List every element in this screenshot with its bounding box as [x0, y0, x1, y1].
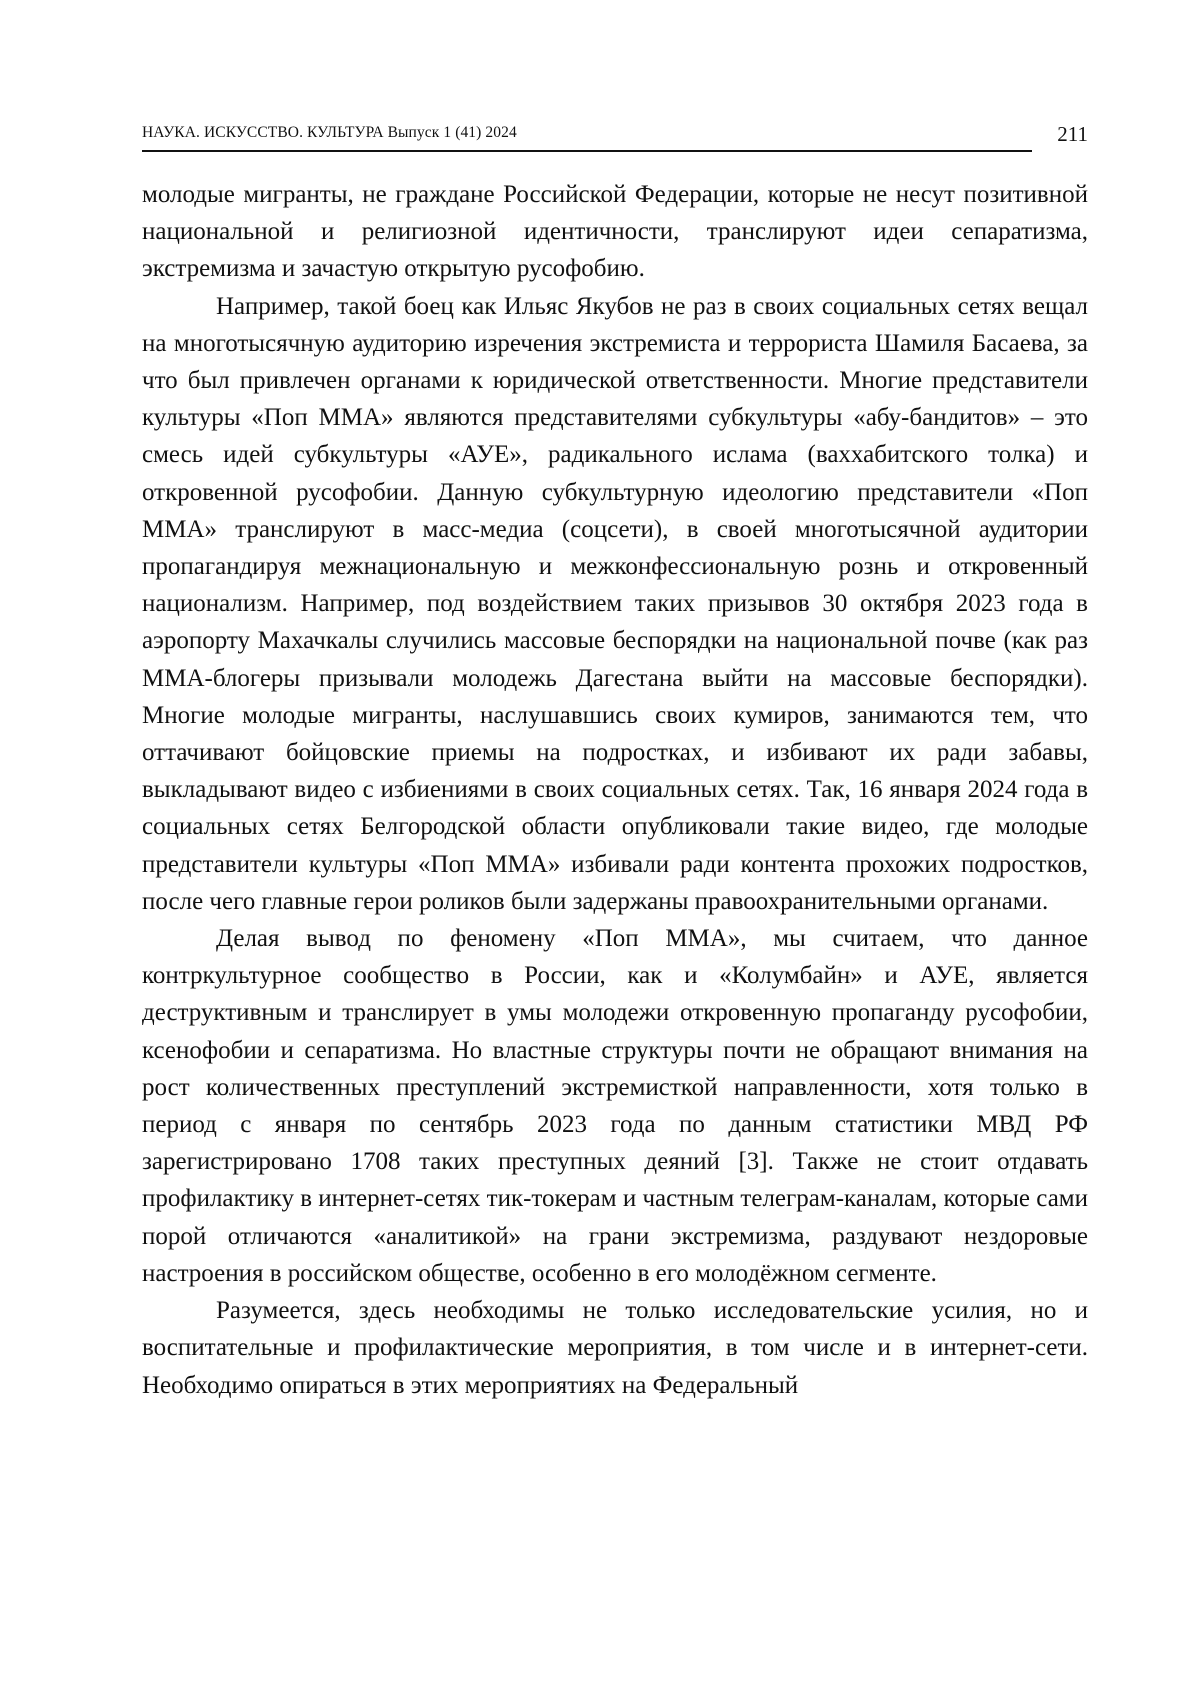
running-header: [142, 120, 1088, 160]
journal-title: НАУКА. ИСКУССТВО. КУЛЬТУРА Выпуск 1 (41) 2024: [142, 124, 517, 141]
page-number: 211: [1057, 122, 1088, 146]
paragraph-conclusion: Делая вывод по феномену «Поп ММА», мы считаем, что данное контркультурное сообщество в России, как и «Колумбайн» и АУЕ, является деструктивным и транслирует в умы молодежи откровенную пропаганду русофобии, ксенофобии и сепаратизма. Но властные структуры почти не обращают внимания на рост количественных преступлений экстремисткой направленности, хотя только в период с января по сентябрь 2023 года по данным статистики МВД РФ зарегистрировано 1708 таких преступных деяний [3]. Также не стоит отдавать профилактику в интернет-сетях тик-токерам и частным телеграм-каналам, которые сами порой отличаются «аналитикой» на грани экстремизма, раздувают нездоровые настроения в российском обществе, особенно в его молодёжном сегменте.: [142, 925, 1088, 1287]
body-text: [142, 176, 1088, 1404]
paragraph-measures: Разумеется, здесь необходимы не только исследовательские усилия, но и воспитательные и профилактические мероприятия, в том числе и в интернет-сети. Необходимо опираться в этих мероприятиях на Федеральный: [142, 1297, 1088, 1399]
paragraph-pop-mma-examples: Например, такой боец как Ильяс Якубов не раз в своих социальных сетях вещал на многотысячную аудиторию изречения экстремиста и террориста Шамиля Басаева, за что был привлечен органами к юридической ответственности. Многие представители культуры «Поп ММА» являются представителями субкультуры «абу-бандитов» – это смесь идей субкультуры «АУЕ», радикального ислама (ваххабитского толка) и откровенной русофобии. Данную субкультурную идеологию представители «Поп ММА» транслируют в масс-медиа (соцсети), в своей многотысячной аудитории пропагандируя межнациональную и межконфессиональную рознь и откровенный национализм. Например, под воздействием таких призывов 30 октября 2023 года в аэропорту Махачкалы случились массовые беспорядки на национальной почве (как раз ММА-блогеры призывали молодежь Дагестана выйти на массовые беспорядки). Многие молодые мигранты, наслушавшись своих кумиров, занимаются тем, что оттачивают бойцовские приемы на подростках, и избивают их ради забавы, выкладывают видео с избиениями в своих социальных сетях. Так, 16 января 2024 года в социальных сетях Белгородской области опубликовали такие видео, где молодые представители культуры «Поп ММА» избивали ради контента прохожих подростков, после чего главные герои роликов были задержаны правоохранительными органами.: [142, 292, 1088, 915]
header-rule: [142, 150, 1032, 152]
paragraph-continuation: молодые мигранты, не граждане Российской Федерации, которые не несут позитивной национальной и религиозной идентичности, транслируют идеи сепаратизма, экстремизма и зачастую открытую русофобию.: [142, 181, 1088, 283]
